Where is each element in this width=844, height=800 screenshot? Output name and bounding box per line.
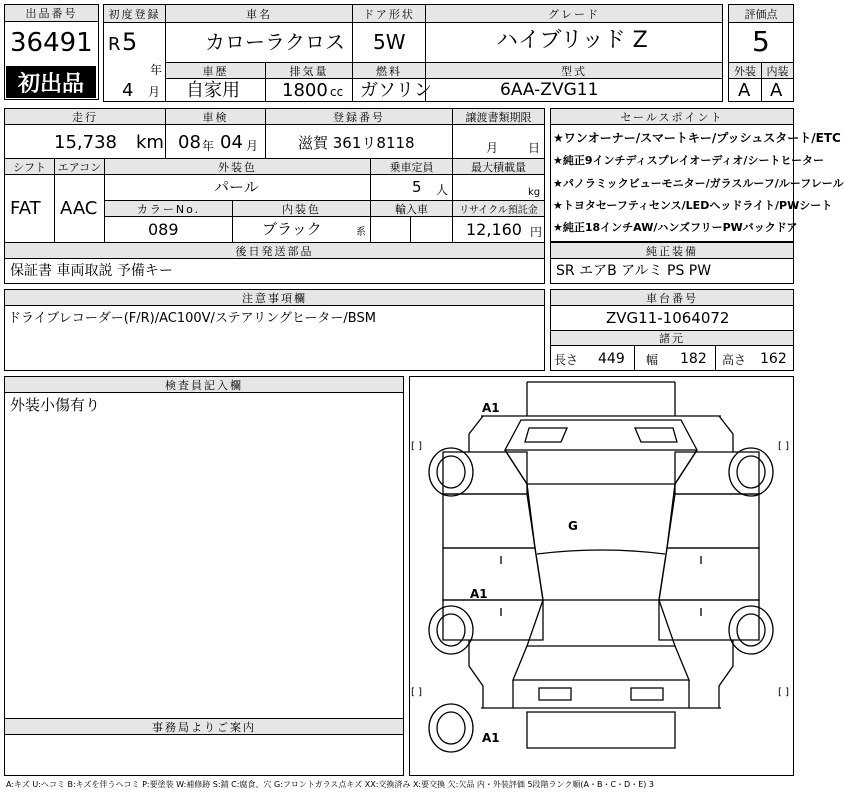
- load-label: 最大積載量: [452, 158, 545, 175]
- bracket: [ ]: [411, 687, 422, 698]
- mileage-unit: km: [136, 132, 164, 153]
- capacity-label: 乗車定員: [370, 158, 453, 175]
- history-label: 車歴: [165, 62, 266, 79]
- insp-year: 08: [178, 132, 201, 153]
- grade-label: グレード: [425, 4, 723, 23]
- mileage-label: 走行: [4, 108, 166, 125]
- color-no: 089: [148, 220, 179, 239]
- model: 6AA-ZVG11: [500, 80, 599, 100]
- length: 449: [598, 351, 625, 367]
- length-label: 長さ: [554, 353, 579, 367]
- int-color-suffix: 系: [356, 227, 366, 238]
- sales-item: ★純正18インチAW/ハンズフリーPWバックドア: [553, 221, 798, 234]
- year-unit: 年: [150, 63, 163, 77]
- notes-label: 注意事項欄: [4, 289, 545, 306]
- mark-side: A1: [470, 587, 488, 601]
- chassis-label: 車台番号: [550, 289, 794, 306]
- sales-item: ★パノラミックビューモニター/ガラスルーフ/ルーフレール: [553, 177, 844, 190]
- width-label: 幅: [646, 353, 659, 367]
- lot-number: 36491: [10, 28, 93, 58]
- door-label: ドア形状: [352, 4, 426, 23]
- notes: ドライブレコーダー(F/R)/AC100V/ステアリングヒーター/BSM: [8, 311, 376, 326]
- first-listing-badge: 初出品: [6, 66, 96, 98]
- color: パール: [214, 178, 259, 196]
- later-parts: 保証書 車両取説 予備キー: [10, 263, 173, 279]
- ac-label: エアコン: [54, 158, 105, 175]
- inspector-box: [4, 376, 404, 776]
- dims-label: 諸元: [550, 330, 794, 346]
- height-label: 高さ: [722, 353, 747, 367]
- recycle-unit: 円: [530, 225, 543, 239]
- color-no-label: カラーNo.: [104, 200, 233, 217]
- shift: FAT: [10, 198, 41, 219]
- disp-unit: cc: [330, 85, 344, 99]
- inspector-notes: 外装小傷有り: [10, 396, 101, 414]
- import-label: 輸入車: [370, 200, 453, 217]
- displacement: 1800: [282, 80, 328, 101]
- inspector-label: 検査員記入欄: [4, 376, 404, 393]
- recycle-label: リサイクル預託金: [452, 200, 545, 217]
- plate-label: 登録番号: [265, 108, 453, 125]
- inspection-label: 車検: [165, 108, 266, 125]
- ext-grade: A: [738, 80, 751, 101]
- recycle-fee: 12,160: [466, 220, 522, 239]
- mileage: 15,738: [54, 132, 117, 153]
- disp-label: 排気量: [265, 62, 353, 79]
- sales-label: セールスポイント: [550, 108, 794, 125]
- fuel-label: 燃料: [352, 62, 426, 79]
- height: 162: [760, 351, 787, 367]
- bracket: [ ]: [778, 441, 789, 452]
- car-outline-diagram: [409, 376, 794, 776]
- int-color: ブラック: [262, 220, 322, 238]
- insp-month-unit: 月: [246, 139, 259, 153]
- capacity: 5: [412, 178, 422, 196]
- reg-month: 4: [122, 80, 134, 101]
- int-grade: A: [770, 80, 783, 101]
- era: R: [108, 34, 121, 55]
- ext-label: 外装: [728, 62, 762, 79]
- chassis-number: ZVG11-1064072: [606, 309, 730, 327]
- transfer-month-unit: 月: [486, 141, 499, 155]
- office-label: 事務局よりご案内: [4, 718, 404, 735]
- int-color-label: 内装色: [232, 200, 371, 217]
- width: 182: [680, 351, 707, 367]
- transfer-label: 譲渡書類期限: [452, 108, 545, 125]
- equipment: SR エアB アルミ PS PW: [556, 263, 712, 279]
- load-unit: kg: [528, 187, 541, 198]
- bracket: [ ]: [778, 687, 789, 698]
- fuel: ガソリン: [360, 80, 432, 101]
- transfer-day-unit: 日: [528, 141, 541, 155]
- grade: ハイブリッド Z: [496, 28, 648, 53]
- reg-label: 初度登録: [103, 4, 166, 23]
- int-label: 内装: [761, 62, 794, 79]
- car-name: カローラクロス: [205, 30, 345, 54]
- sales-item: ★ワンオーナー/スマートキー/プッシュスタート/ETC: [553, 131, 841, 145]
- insp-month: 04: [220, 132, 243, 153]
- capacity-unit: 人: [436, 183, 449, 197]
- legend: A:キズ U:ヘコミ B:キズを伴うヘコミ P:要塗装 W:補修跡 S:錆 C:腐食、穴 G:フロントガラス点キズ XX:交換済み X:要交換 欠:欠品 内・外装評価 5段階ランク順(A・B・C・D・E) 3: [6, 780, 655, 789]
- shift-label: シフト: [4, 158, 55, 175]
- door-type: 5W: [373, 30, 406, 54]
- color-label: 外装色: [104, 158, 371, 175]
- mark-rear: A1: [482, 731, 500, 745]
- equipment-label: 純正装備: [550, 242, 794, 259]
- mark-front: A1: [482, 401, 500, 415]
- name-label: 車名: [165, 4, 353, 23]
- later-parts-label: 後日発送部品: [4, 242, 545, 259]
- month-unit: 月: [148, 85, 161, 99]
- mark-glass: G: [568, 519, 578, 533]
- sales-item: ★トヨタセーフティセンス/LEDヘッドライト/PWシート: [553, 199, 833, 212]
- plate: 滋賀 361リ8118: [298, 134, 415, 152]
- reg-year: 5: [122, 28, 138, 56]
- bracket: [ ]: [411, 441, 422, 452]
- score: 5: [752, 25, 770, 58]
- lot-label: 出品番号: [4, 4, 99, 22]
- insp-year-unit: 年: [202, 139, 215, 153]
- history: 自家用: [186, 80, 240, 101]
- sales-item: ★純正9インチディスプレイオーディオ/シートヒーター: [553, 154, 825, 167]
- model-label: 型式: [425, 62, 723, 79]
- score-label: 評価点: [728, 4, 794, 23]
- ac: AAC: [60, 198, 98, 219]
